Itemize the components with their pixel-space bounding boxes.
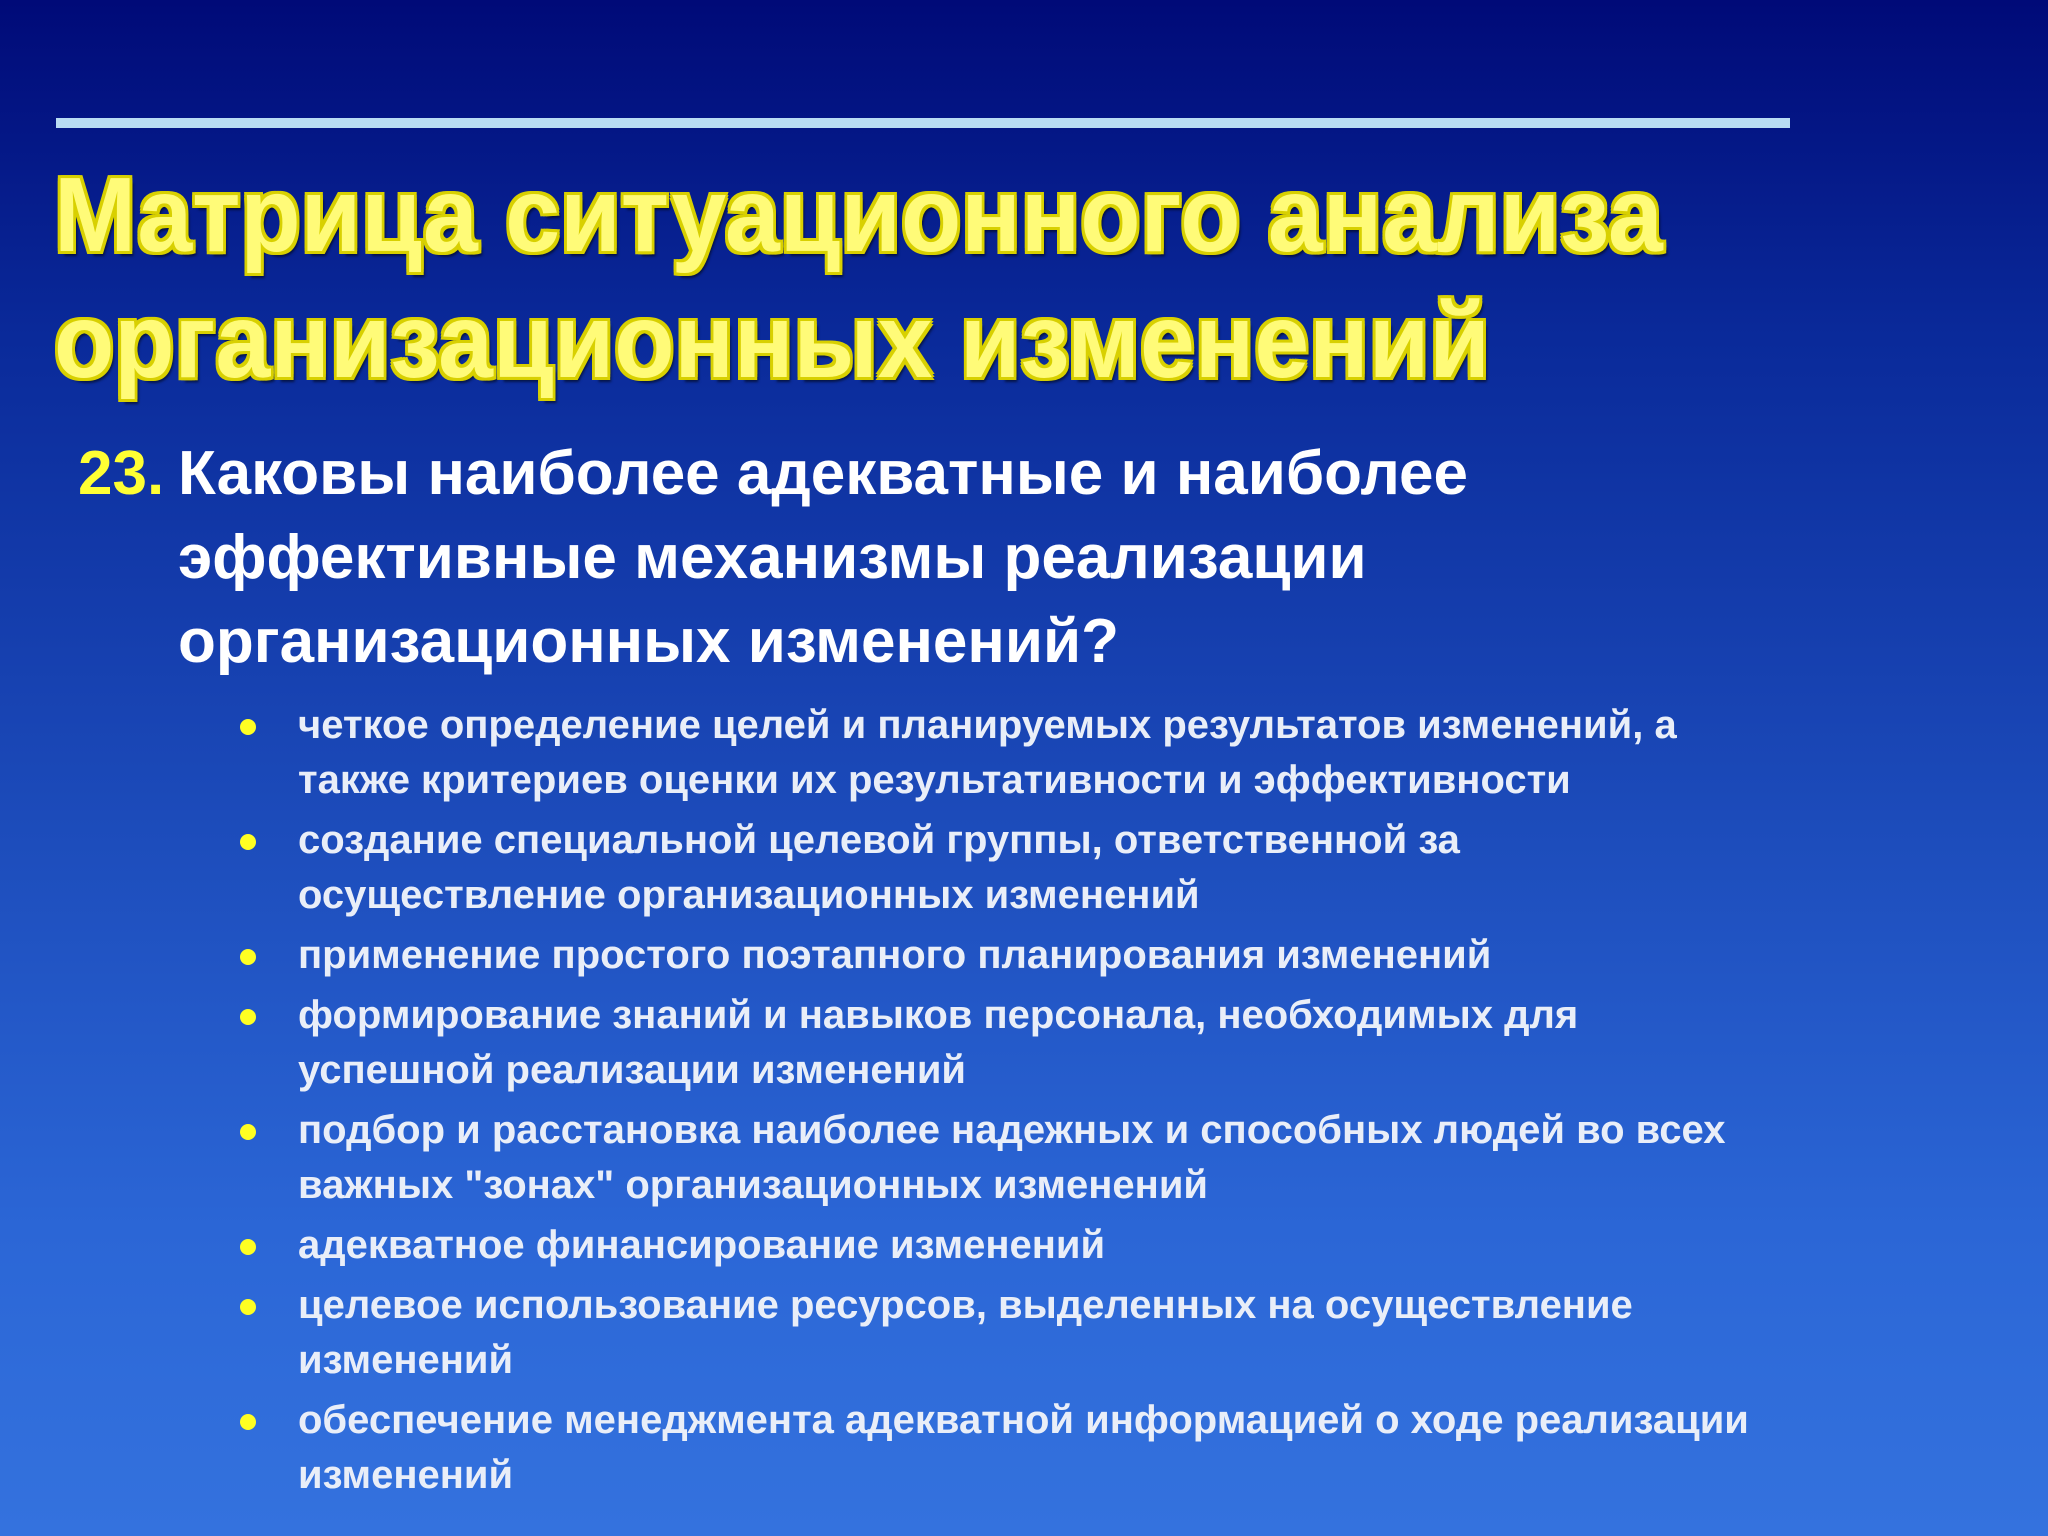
list-item-text: применение простого поэтапного планирования изменений [298,933,1492,977]
bullet-dot-icon [240,834,256,850]
list-item-text: адекватное финансирование изменений [298,1223,1106,1267]
list-item [236,1103,2016,1213]
list-item [236,1278,2016,1388]
list-item-text: целевое использование ресурсов, выделенных на осуществление изменений [298,1283,1633,1382]
bullet-dot-icon [240,1009,256,1025]
bullet-dot-icon [240,719,256,735]
list-item [236,813,2016,923]
list-item-text: формирование знаний и навыков персонала, необходимых для успешной реализации изменений [298,993,1579,1092]
list-item [236,928,2016,983]
slide-title: Матрица ситуационного анализа организационных изменений [54,156,1663,400]
bullet-dot-icon [240,1239,256,1255]
list-item-text: создание специальной целевой группы, ответственной за осуществление организационных изменений [298,818,1460,917]
question-text: Каковы наиболее адекватные и наиболее эффективные механизмы реализации организационных изменений? [178,439,1469,676]
question-block [78,432,1978,684]
list-item-text: подбор и расстановка наиболее надежных и способных людей во всех важных "зонах" организационных изменений [298,1108,1726,1207]
bullet-dot-icon [240,1414,256,1430]
bullet-list [236,698,2016,1508]
list-item [236,1218,2016,1273]
top-divider-line [56,118,1790,128]
list-item [236,1393,2016,1503]
bullet-dot-icon [240,1299,256,1315]
bullet-dot-icon [240,1124,256,1140]
list-item-text: четкое определение целей и планируемых результатов изменений, а также критериев оценки их результативности и эффективности [298,703,1677,802]
list-item [236,988,2016,1098]
bullet-dot-icon [240,949,256,965]
list-item-text: обеспечение менеджмента адекватной информацией о ходе реализации изменений [298,1398,1749,1497]
list-item [236,698,2016,808]
question-number: 23. [78,439,165,508]
